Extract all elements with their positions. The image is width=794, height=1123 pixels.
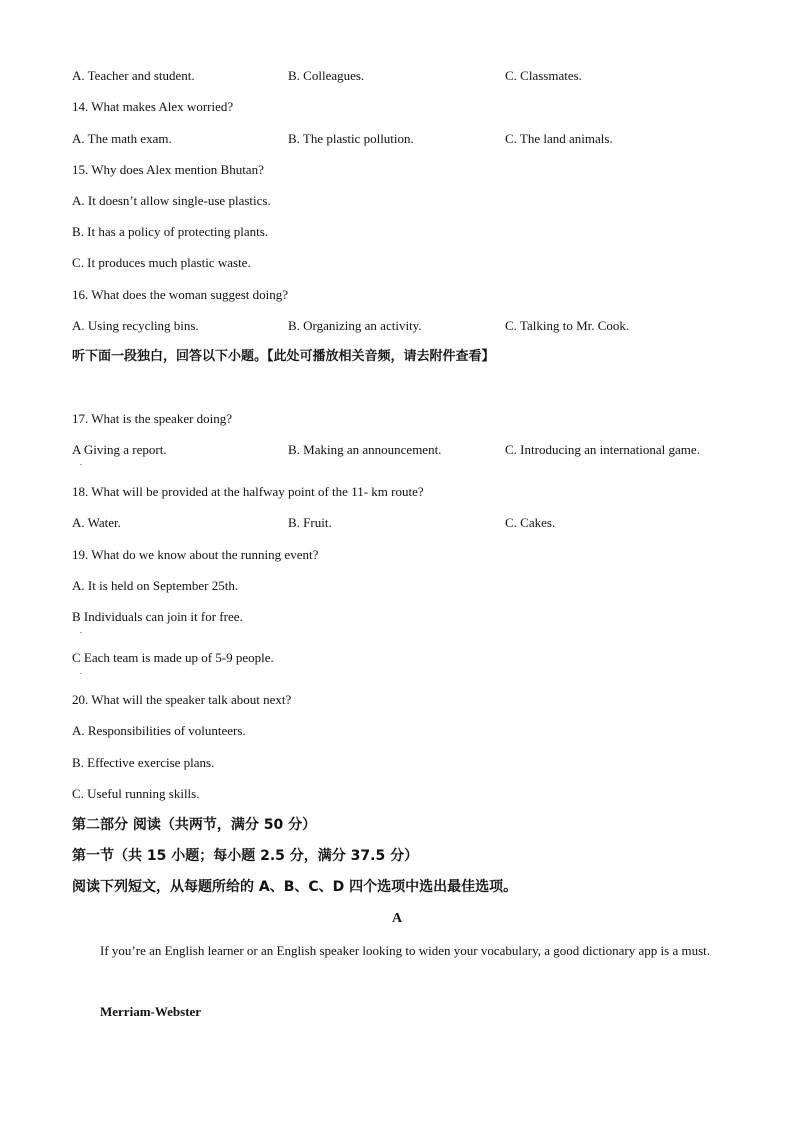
q17-question: 17. What is the speaker doing? xyxy=(72,411,233,426)
q17-option-b: B. Making an announcement. xyxy=(288,442,442,457)
q20-option-a: A. Responsibilities of volunteers. xyxy=(72,723,246,738)
q14-option-c: C. The land animals. xyxy=(505,131,613,146)
option-dot-mark: . xyxy=(80,667,82,676)
q19-option-a: A. It is held on September 25th. xyxy=(72,578,239,593)
part2-title: 第二部分 阅读（共两节，满分 50 分） xyxy=(72,817,317,833)
q16-option-c: C. Talking to Mr. Cook. xyxy=(505,318,630,333)
q19-question: 19. What do we know about the running event? xyxy=(72,547,319,562)
q18-option-b: B. Fruit. xyxy=(288,515,332,530)
q20-option-c: C. Useful running skills. xyxy=(72,786,200,801)
q16-option-b: B. Organizing an activity. xyxy=(288,318,422,333)
q15-option-b: B. It has a policy of protecting plants. xyxy=(72,224,269,239)
q18-question: 18. What will be provided at the halfway point of the 11- km route? xyxy=(72,484,424,499)
q20-option-b: B. Effective exercise plans. xyxy=(72,755,215,770)
option-dot-mark: . xyxy=(80,626,82,635)
passage-paragraph: If you’re an English learner or an English speaker looking to widen your vocabulary, a good dictionary app is a must. xyxy=(100,943,710,958)
q15-option-c: C. It produces much plastic waste. xyxy=(72,255,251,270)
q20-question: 20. What will the speaker talk about next? xyxy=(72,692,292,707)
q15-question: 15. Why does Alex mention Bhutan? xyxy=(72,162,264,177)
q18-option-c: C. Cakes. xyxy=(505,515,556,530)
q13-option-c: C. Classmates. xyxy=(505,68,582,83)
q13-option-a: A. Teacher and student. xyxy=(72,68,195,83)
section1-title: 第一节（共 15 小题；每小题 2.5 分，满分 37.5 分） xyxy=(72,848,419,864)
q16-option-a: A. Using recycling bins. xyxy=(72,318,199,333)
q14-option-b: B. The plastic pollution. xyxy=(288,131,414,146)
passage-heading: Merriam-Webster xyxy=(100,1004,202,1019)
q13-option-b: B. Colleagues. xyxy=(288,68,365,83)
q18-option-a: A. Water. xyxy=(72,515,121,530)
q14-question: 14. What makes Alex worried? xyxy=(72,99,234,114)
q16-question: 16. What does the woman suggest doing? xyxy=(72,287,289,302)
reading-instruction: 阅读下列短文，从每题所给的 A、B、C、D 四个选项中选出最佳选项。 xyxy=(72,879,518,895)
q14-option-a: A. The math exam. xyxy=(72,131,172,146)
option-dot-mark: . xyxy=(80,458,82,467)
q17-option-c: C. Introducing an international game. xyxy=(505,442,700,457)
q19-option-b: B Individuals can join it for free. xyxy=(72,609,243,624)
passage-label: A xyxy=(391,911,403,926)
q15-option-a: A. It doesn’t allow single-use plastics. xyxy=(72,193,271,208)
listening-instruction: 听下面一段独白，回答以下小题。【此处可播放相关音频，请去附件查看】 xyxy=(72,349,495,364)
q17-option-a: A Giving a report. xyxy=(72,442,167,457)
q19-option-c: C Each team is made up of 5-9 people. xyxy=(72,650,274,665)
